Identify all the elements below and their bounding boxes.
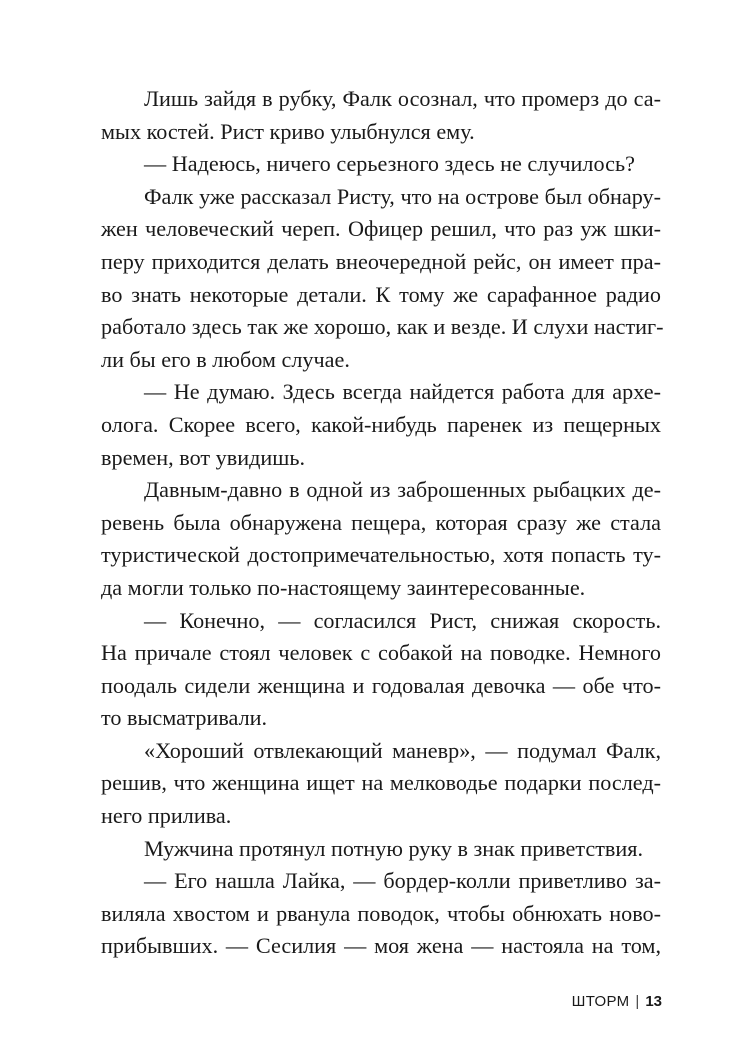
text-line: — Надеюсь, ничего серьезного здесь не случилось? (144, 151, 635, 177)
running-head: ШТОРМ (571, 993, 630, 1010)
page-footer (572, 993, 662, 1010)
text-line: поодаль сидели женщина и годовалая девочка — обе что- (101, 672, 661, 698)
text-line: него прилива. (101, 803, 232, 829)
text-line: — Конечно, — согласился Рист, снижая скорость. (144, 607, 661, 633)
text-line: — Не думаю. Здесь всегда найдется работа для архе- (144, 379, 661, 405)
text-line: во знать некоторые детали. К тому же сарафанное радио (101, 281, 661, 307)
text-line: «Хороший отвлекающий маневр», — подумал Фалк, (144, 737, 661, 763)
text-line: олога. Скорее всего, какой-нибудь паренек из пещерных (101, 411, 661, 437)
text-line: Лишь зайдя в рубку, Фалк осознал, что промерз до са- (144, 86, 661, 111)
footer-separator: | (635, 993, 640, 1010)
text-line: Давным-давно в одной из заброшенных рыбацких де- (144, 477, 661, 503)
text-line: ли бы его в любом случае. (101, 346, 350, 372)
text-line: ревень была обнаружена пещера, которая сразу же стала (101, 509, 661, 535)
text-line: прибывших. — Сесилия — моя жена — настояла на том, (101, 933, 661, 959)
page-number: 13 (645, 993, 662, 1010)
text-line: мых костей. Рист криво улыбнулся ему. (101, 118, 475, 144)
text-line: да могли только по-настоящему заинтересованные. (101, 574, 586, 600)
text-line: решив, что женщина ищет на мелководье подарки послед- (101, 770, 661, 796)
text-line: перу приходится делать внеочередной рейс, он имеет пра- (101, 248, 661, 274)
text-line: туристической достопримечательностью, хотя попасть ту- (101, 542, 661, 568)
text-line: времен, вот увидишь. (101, 444, 305, 470)
text-line: Мужчина протянул потную руку в знак приветствия. (144, 835, 643, 861)
text-line: жен человеческий череп. Офицер решил, что раз уж шки- (101, 216, 661, 242)
text-line: — Его нашла Лайка, — бордер-колли приветливо за- (144, 868, 661, 894)
body-text (101, 83, 664, 963)
text-line: Фалк уже рассказал Ристу, что на острове был обнару- (144, 183, 661, 209)
text-line: виляла хвостом и рванула поводок, чтобы обнюхать ново- (101, 900, 661, 926)
text-line: то высматривали. (101, 705, 268, 731)
text-line: На причале стоял человек с собакой на поводке. Немного (101, 640, 661, 666)
text-line: работало здесь так же хорошо, как и везде. И слухи настиг- (101, 314, 664, 340)
